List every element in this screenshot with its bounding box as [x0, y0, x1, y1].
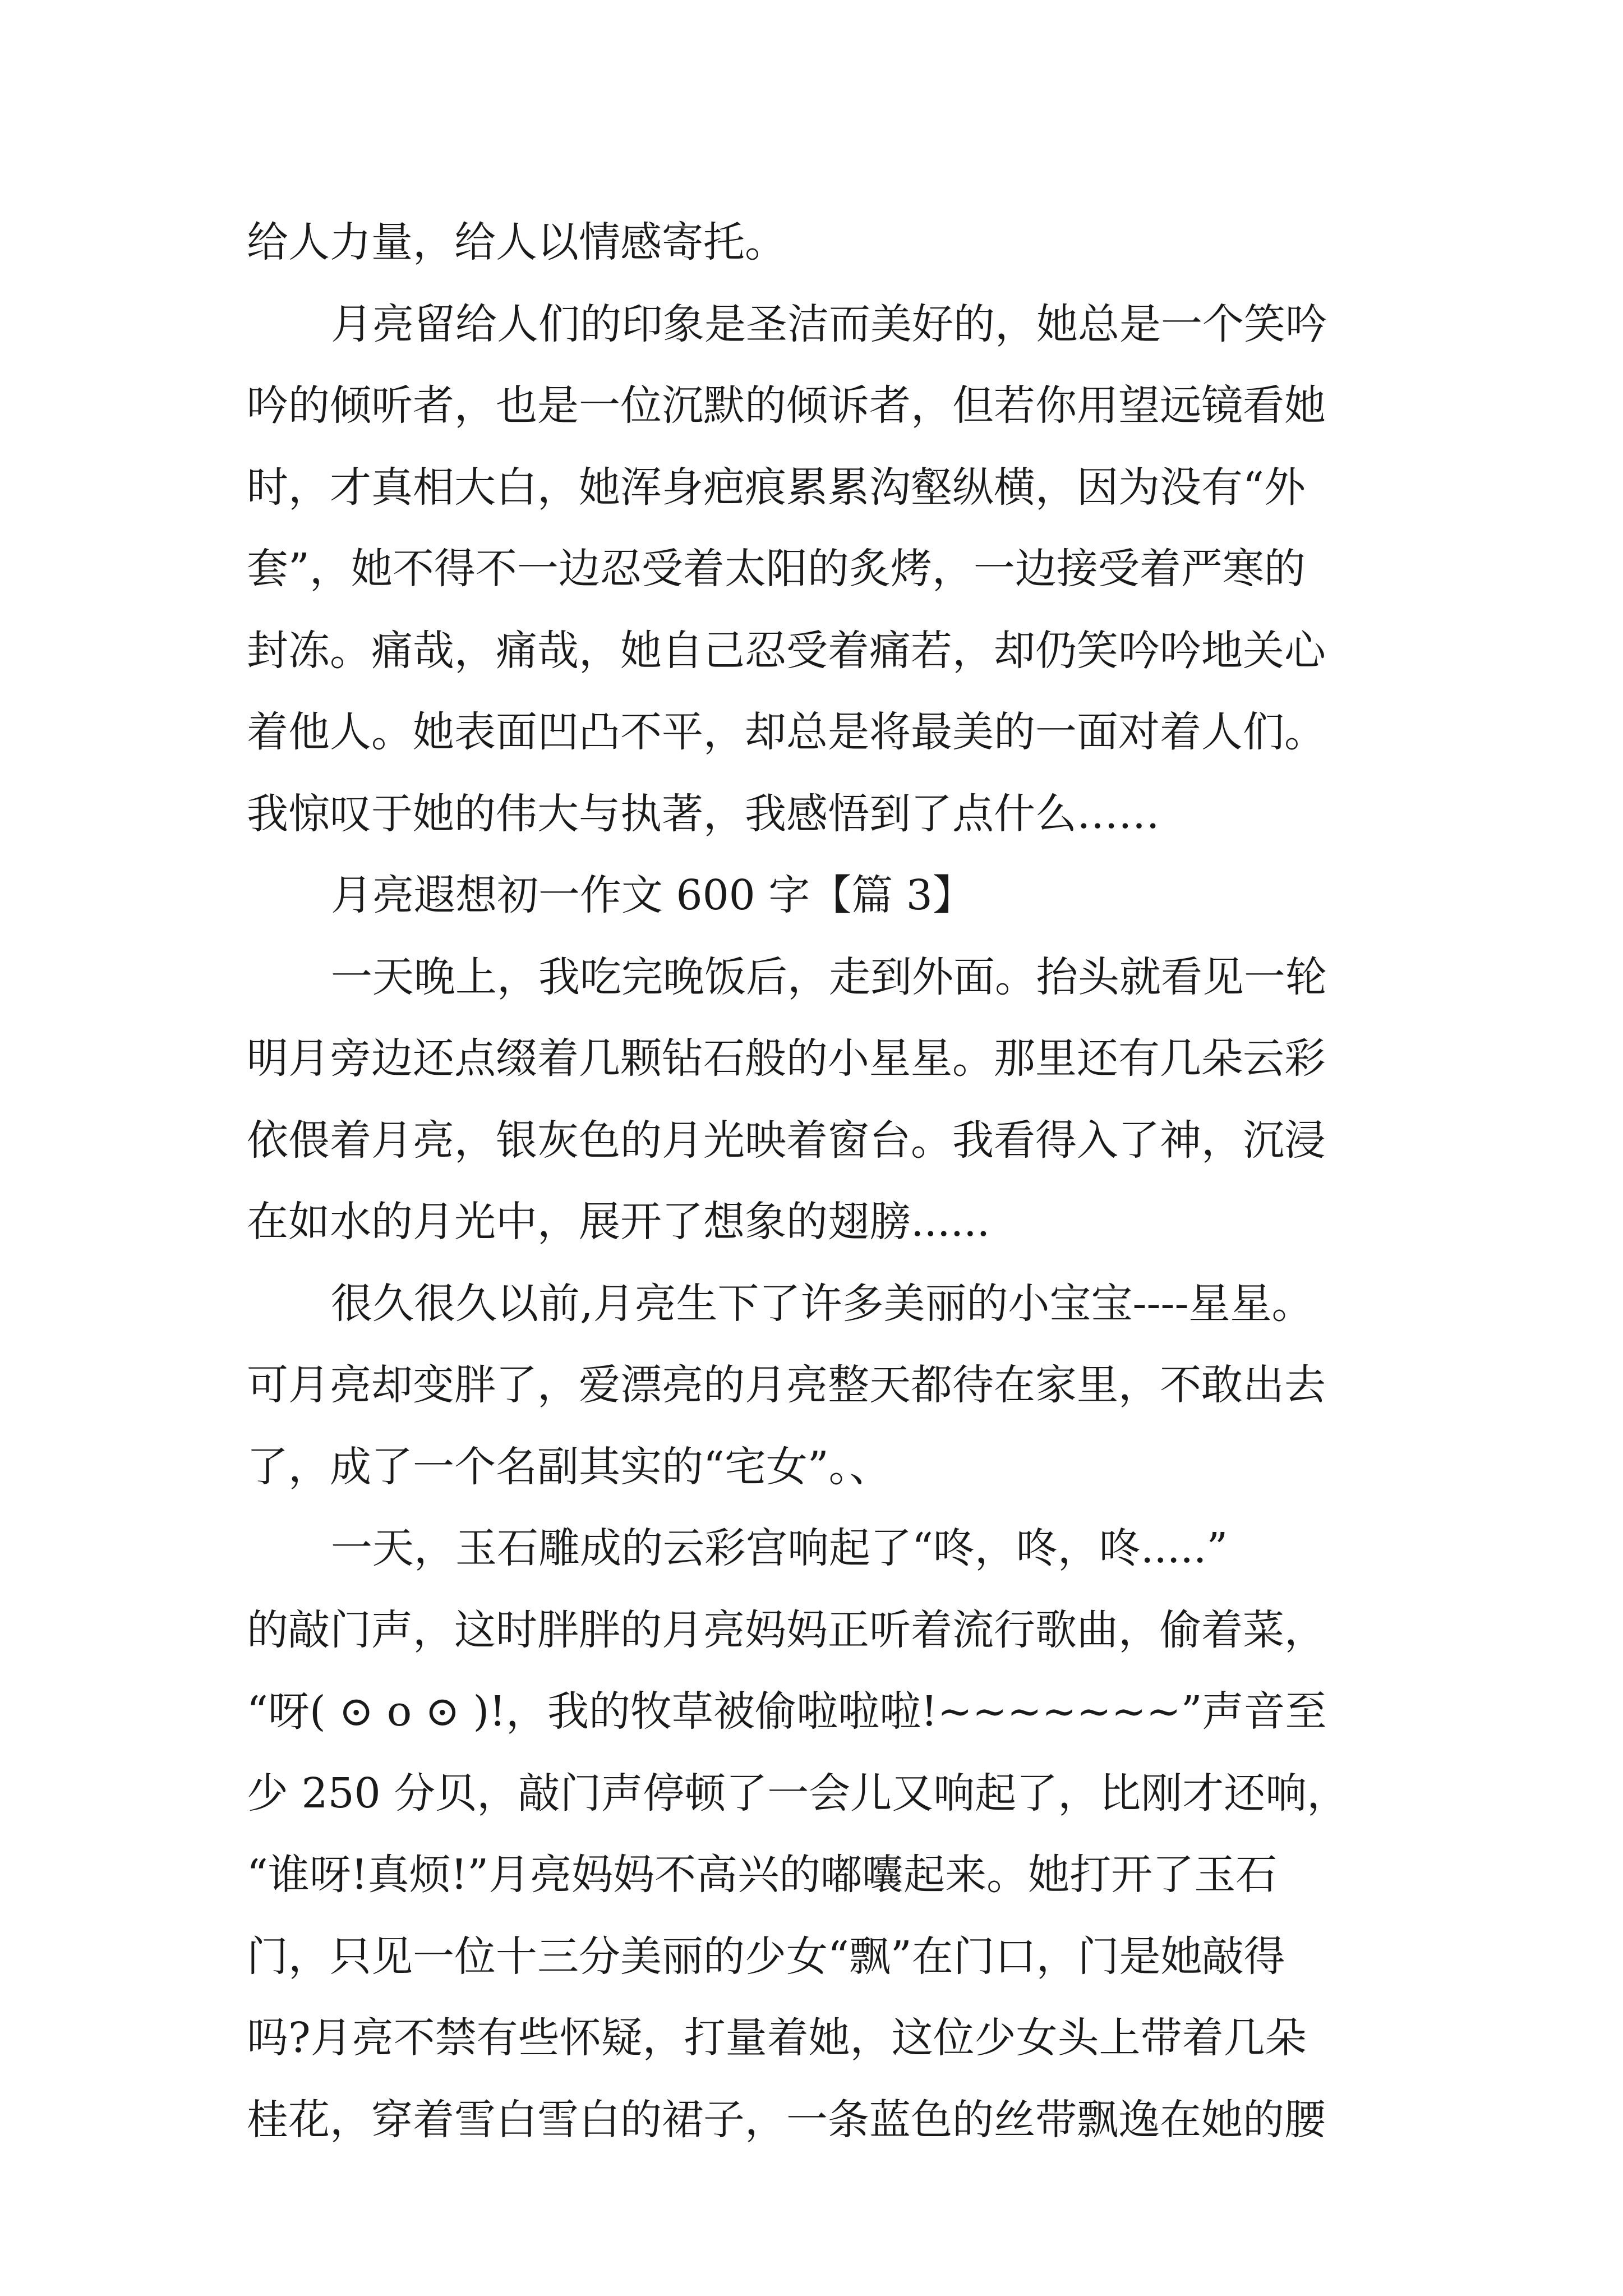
text-line: 月亮留给人们的印象是圣洁而美好的，她总是一个笑吟 — [331, 300, 1327, 348]
text-line: 门，只见一位十三分美丽的少女“飘”在门口，门是她敲得 — [247, 1932, 1285, 1981]
text-line: 吟的倾听者，也是一位沉默的倾诉者，但若你用望远镜看她 — [247, 381, 1326, 430]
text-line: 封冻。痛哉，痛哉，她自己忍受着痛若，却仍笑吟吟地关心 — [247, 626, 1326, 675]
text-line: 了，成了一个名副其实的“宅女”。、 — [247, 1442, 891, 1491]
text-line: 套”，她不得不一边忍受着太阳的炙烤，一边接受着严寒的 — [247, 545, 1306, 593]
text-line: “呀( ⊙ o ⊙ )!，我的牧草被偷啦啦啦!~~~~~~~”声音至 — [247, 1687, 1327, 1736]
text-line: 着他人。她表面凹凸不平，却总是将最美的一面对着人们。 — [247, 708, 1326, 756]
text-line: 明月旁边还点缀着几颗钻石般的小星星。那里还有几朵云彩 — [247, 1034, 1326, 1083]
text-line: 在如水的月光中，展开了想象的翅膀...... — [247, 1198, 990, 1246]
text-line: 一天晚上，我吃完晚饭后，走到外面。抬头就看见一轮 — [331, 953, 1327, 1001]
text-line: 吗?月亮不禁有些怀疑，打量着她，这位少女头上带着几朵 — [247, 2014, 1307, 2062]
text-line: 可月亮却变胖了，爱漂亮的月亮整天都待在家里，不敢出去 — [247, 1361, 1326, 1409]
text-line: 少 250 分贝，敲门声停顿了一会儿又响起了，比刚才还响， — [247, 1769, 1349, 1818]
text-line: 月亮遐想初一作文 600 字【篇 3】 — [331, 871, 974, 919]
text-line: 给人力量，给人以情感寄托。 — [247, 218, 786, 266]
document-body — [247, 202, 1391, 2161]
text-line: 的敲门声，这时胖胖的月亮妈妈正听着流行歌曲，偷着菜， — [247, 1605, 1326, 1654]
text-line: 很久很久以前,月亮生下了许多美丽的小宝宝----星星。 — [331, 1279, 1313, 1328]
text-line: 桂花，穿着雪白雪白的裙子，一条蓝色的丝带飘逸在她的腰 — [247, 2095, 1326, 2144]
text-line: 时，才真相大白，她浑身疤痕累累沟壑纵横，因为没有“外 — [247, 463, 1306, 512]
text-line: 依偎着月亮，银灰色的月光映着窗台。我看得入了神，沉浸 — [247, 1116, 1326, 1165]
text-line: “谁呀!真烦!”月亮妈妈不高兴的嘟囔起来。她打开了玉石 — [247, 1851, 1278, 1899]
text-line: 我惊叹于她的伟大与执著，我感悟到了点什么…… — [247, 789, 1160, 838]
text-line: 一天，玉石雕成的云彩宫响起了“咚，咚，咚.....” — [331, 1524, 1228, 1572]
